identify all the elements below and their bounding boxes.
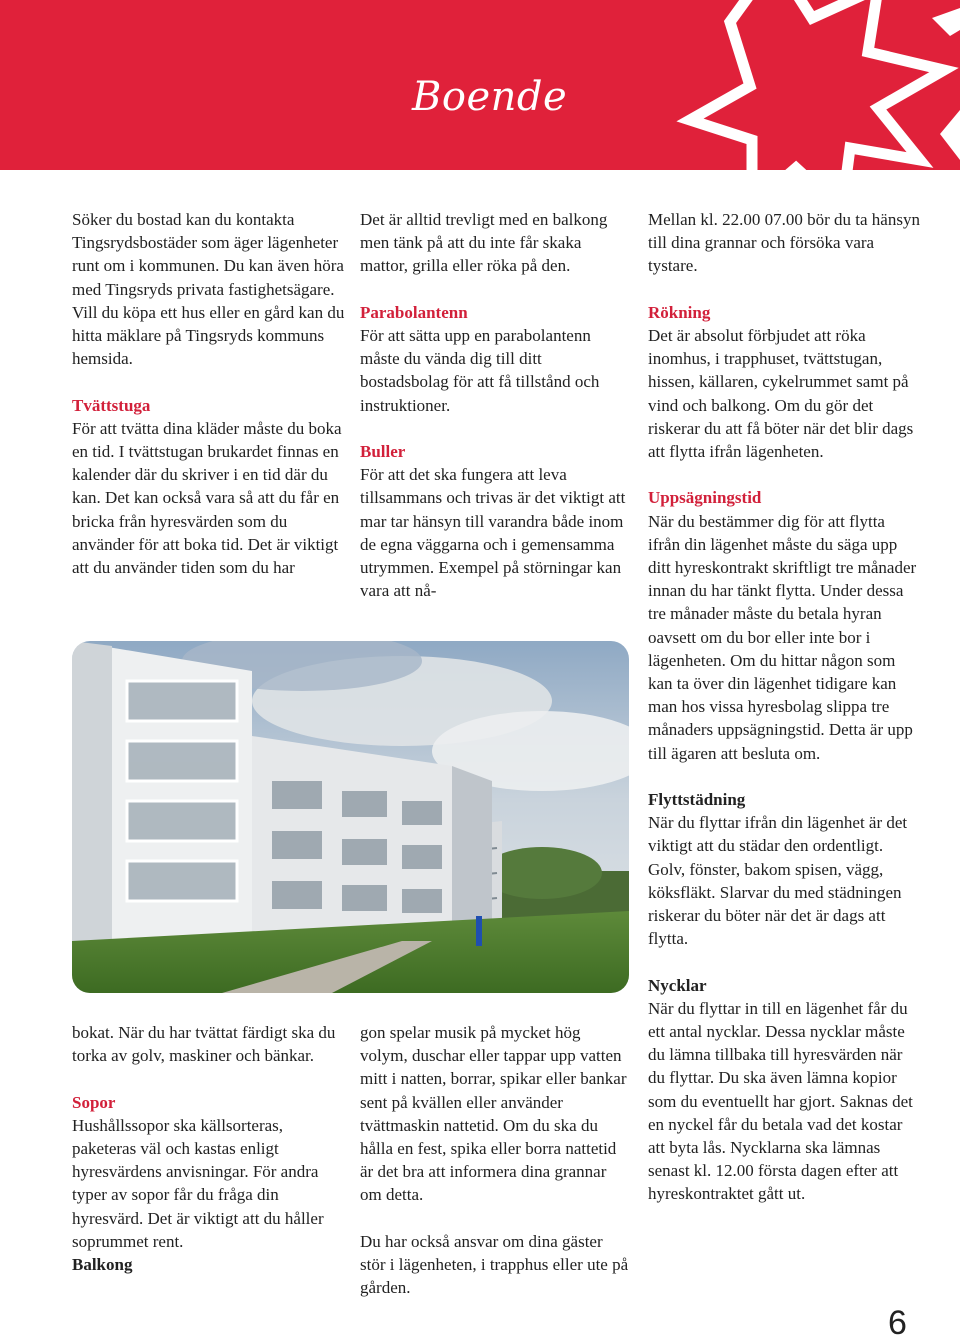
flyttstadning-heading: Flyttstädning (648, 790, 746, 810)
nycklar-heading: Nycklar (648, 975, 707, 995)
column-1-bottom (72, 1021, 347, 1276)
sopor-heading: Sopor (72, 1092, 116, 1112)
nycklar-text: När du flyttar in till en lägenhet får du ett antal nycklar. Dessa nycklar måste du lämna tillbaka till hyresvärden när du flyttar. Du ska även lämna kopior som du eventuellt har gjort. Saknas det en nyckel får du betala vad det kostar att byta lås. Nycklarna ska lämnas senast kl. 12.00 första dagen efter att hyreskontraktet gått ut. (648, 998, 913, 1204)
parabol-section (360, 301, 628, 417)
column-1-top (72, 208, 347, 579)
sopor-section (72, 1091, 347, 1277)
uppsagning-text: När du bestämmer dig för att flytta ifrån din lägenhet måste du säga upp ditt hyreskontrakt skriftligt tre månader innan du har tänkt flytta. Under dessa tre månader måste du betala hyran oavsett om du bor eller inte bor i lägenheten. Om du hittar någon som kan ta över din lägenhet tidigare kan man hos vissa hyresbolag slippa tre månaders uppsägningstid. Detta är upp till ägaren att besluta om. (648, 511, 917, 763)
page-number: 6 (888, 1304, 907, 1342)
column-2-bottom (360, 1021, 630, 1299)
buller-continuation: Mellan kl. 22.00 07.00 bör du ta hänsyn till dina grannar och försöka vara tystare. (648, 210, 920, 276)
uppsagning-section (648, 486, 920, 764)
tvattstuga-text: För att tvätta dina kläder måste du boka en tid. I tvättstugan brukardet finnas en kalender där du skriver i en tid där du kan. Det kan också vara så att du får en bricka från hyresvärden som du använder för att boka tid. Det är viktigt att du använder tiden som du har (72, 418, 342, 578)
buller-continuation-2: gon spelar musik på mycket hög volym, duschar eller tappar upp vatten mitt i natten, borrar, spikar eller bankar sent på kvällen eller använder tvättmaskin nattetid. Om du ska du hålla en fest, spika eller borra nattetid är det bra att informera dina grannar om detta. (360, 1023, 627, 1205)
column-3 (648, 208, 920, 1206)
page-title: Boende (412, 74, 568, 120)
nycklar-section (648, 974, 920, 1206)
intro-paragraph: Söker du bostad kan du kontakta Tingsrydsbostäder som äger lägenheter runt om i kommunen. Du kan även höra med Tingsryds privata fastighetsägare. Vill du köpa ett hus eller en gård kan du hitta mäklare på Tingsryds kommuns hemsida. (72, 210, 345, 369)
tvattstuga-heading: Tvättstuga (72, 395, 151, 415)
buller-heading: Buller (360, 442, 406, 461)
rokning-section (648, 301, 920, 463)
balkong-heading: Balkong (72, 1255, 133, 1275)
apartment-building-photo (72, 641, 629, 993)
flyttstadning-section (648, 788, 920, 950)
tvattstuga-section (72, 394, 347, 580)
parabol-heading: Parabolantenn (360, 302, 468, 322)
sopor-text: Hushållssopor ska källsorteras, paketeras väl och kastas enligt hyresvärdens anvisningar. För andra typer av sopor får du fråga din hyresvärd. Det är viktigt att du håller soprummet rent. (72, 1115, 324, 1251)
flyttstadning-text: När du flyttar ifrån din lägenhet är det viktigt att du städar den ordentligt. Golv, fönster, bakom spisen, vägg, köksfläkt. Slarvar du med städningen riskerar du böter när det är dags att flytta. (648, 813, 908, 949)
buller-section (360, 440, 628, 602)
rokning-heading: Rökning (648, 302, 711, 322)
buller-text: För att det ska fungera att leva tillsammans och trivas är det viktigt att mar tar hänsyn till varandra både inom de egna väggarna och i gemensamma utrymmen. Exempel på störningar kan vara att nå- (360, 465, 626, 601)
rokning-text: Det är absolut förbjudet att röka inomhus, i trapphuset, tvättstugan, hissen, källaren, cykelrummet samt på vind och balkong. Om du gör det riskerar du att få böter när det blir dags att flytta ifrån lägenheten. (648, 326, 914, 462)
ansvar-text: Du har också ansvar om dina gäster stör i lägenheten, i trapphus eller ute på gården. (360, 1231, 629, 1298)
balkong-text: Det är alltid trevligt med en balkong men tänk på att du inte får skaka mattor, grilla eller röka på den. (360, 210, 608, 276)
tvattstuga-continuation: bokat. När du har tvättat färdigt ska du torka av golv, maskiner och bänkar. (72, 1023, 336, 1066)
uppsagning-heading: Uppsägningstid (648, 488, 762, 508)
header-banner (0, 0, 960, 170)
column-2-top (360, 208, 628, 602)
parabol-text: För att sätta upp en parabolantenn måste du vända dig till ditt bostadsbolag för att få tillstånd och instruktioner. (360, 326, 600, 415)
